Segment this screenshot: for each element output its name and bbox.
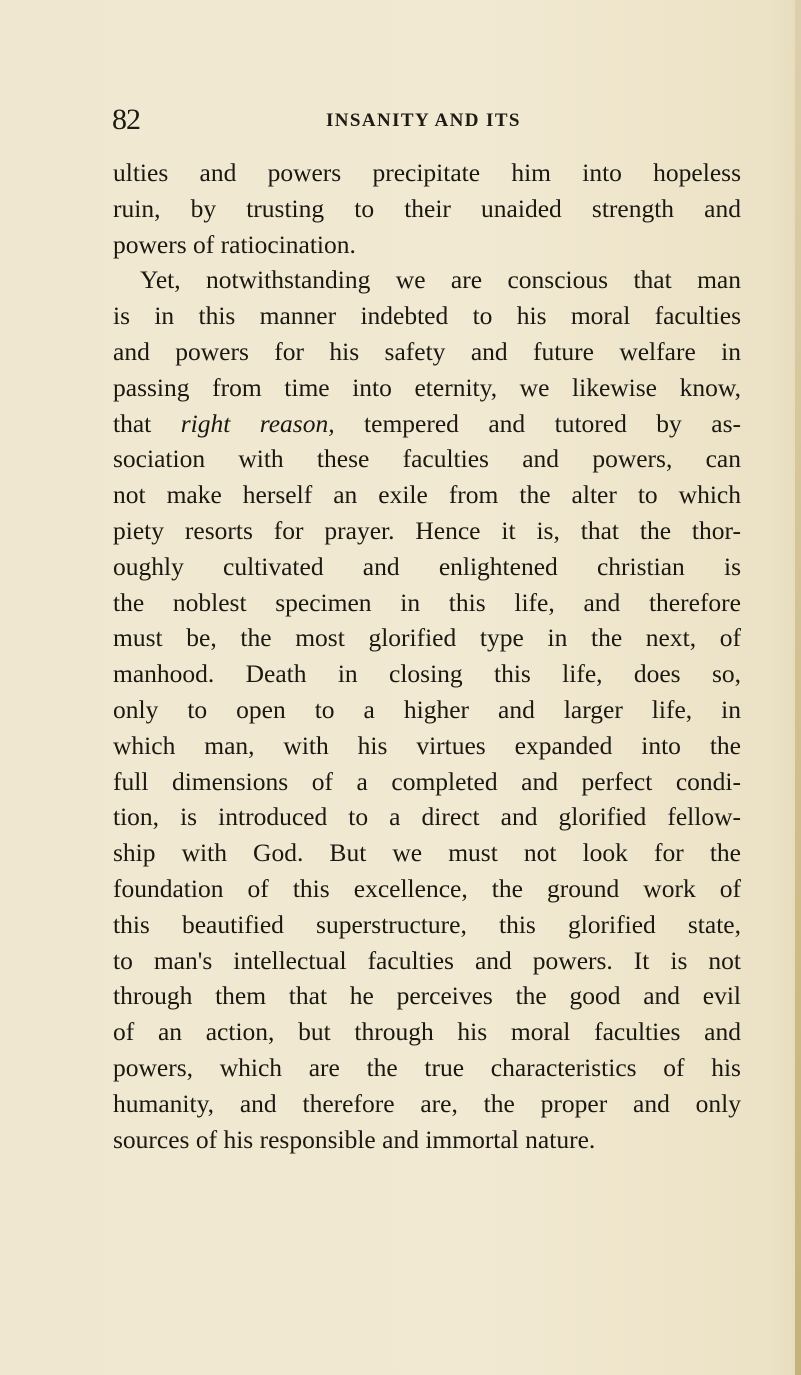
text-line: to man's intellectual faculties and powers. It is not — [113, 945, 741, 975]
page-edge-shadow — [795, 0, 801, 1375]
text-line: powers of ratiocination. — [113, 229, 356, 259]
text-line: only to open to a higher and larger life, in — [113, 694, 741, 724]
text-line: passing from time into eternity, we likewise know, — [113, 372, 741, 402]
text-line: powers, which are the true characteristics of his — [113, 1052, 741, 1082]
text-line: of an action, but through his moral faculties and — [113, 1017, 741, 1047]
text-line-italic — [113, 406, 741, 442]
text-line: full dimensions of a completed and perfect condi- — [113, 766, 741, 796]
page-header — [112, 104, 732, 144]
text-segment: tempered and tutored by as- — [334, 408, 741, 438]
text-line: the noblest specimen in this life, and therefore — [113, 587, 741, 617]
text-line: oughly cultivated and enlightened christian is — [113, 551, 741, 581]
text-line: Yet, notwithstanding we are conscious that man — [140, 265, 741, 295]
text-line: through them that he perceives the good and evil — [113, 981, 741, 1011]
body-text — [113, 155, 741, 1157]
text-line: not make herself an exile from the alter to which — [113, 480, 741, 510]
text-line: is in this manner indebted to his moral faculties — [113, 301, 741, 331]
text-segment: that — [113, 408, 181, 438]
text-line: sociation with these faculties and powers, can — [113, 444, 741, 474]
running-title: INSANITY AND ITS — [326, 110, 521, 131]
text-line: this beautified superstructure, this glorified state, — [113, 909, 741, 939]
italic-phrase: right reason, — [180, 408, 335, 438]
text-line: piety resorts for prayer. Hence it is, that the thor- — [113, 515, 741, 545]
page-number: 82 — [112, 103, 140, 136]
text-line: ruin, by trusting to their unaided strength and — [113, 193, 741, 223]
text-line: must be, the most glorified type in the next, of — [113, 623, 741, 653]
text-line: and powers for his safety and future welfare in — [113, 336, 741, 366]
text-line: tion, is introduced to a direct and glorified fellow- — [113, 802, 741, 832]
text-line: which man, with his virtues expanded into the — [113, 730, 741, 760]
text-line: humanity, and therefore are, the proper and only — [113, 1088, 741, 1118]
text-line: foundation of this excellence, the ground work of — [113, 873, 741, 903]
text-line: ship with God. But we must not look for the — [113, 838, 741, 868]
text-line: manhood. Death in closing this life, does so, — [113, 659, 741, 689]
text-line: ulties and powers precipitate him into hopeless — [113, 158, 741, 187]
text-line: sources of his responsible and immortal nature. — [113, 1124, 596, 1154]
